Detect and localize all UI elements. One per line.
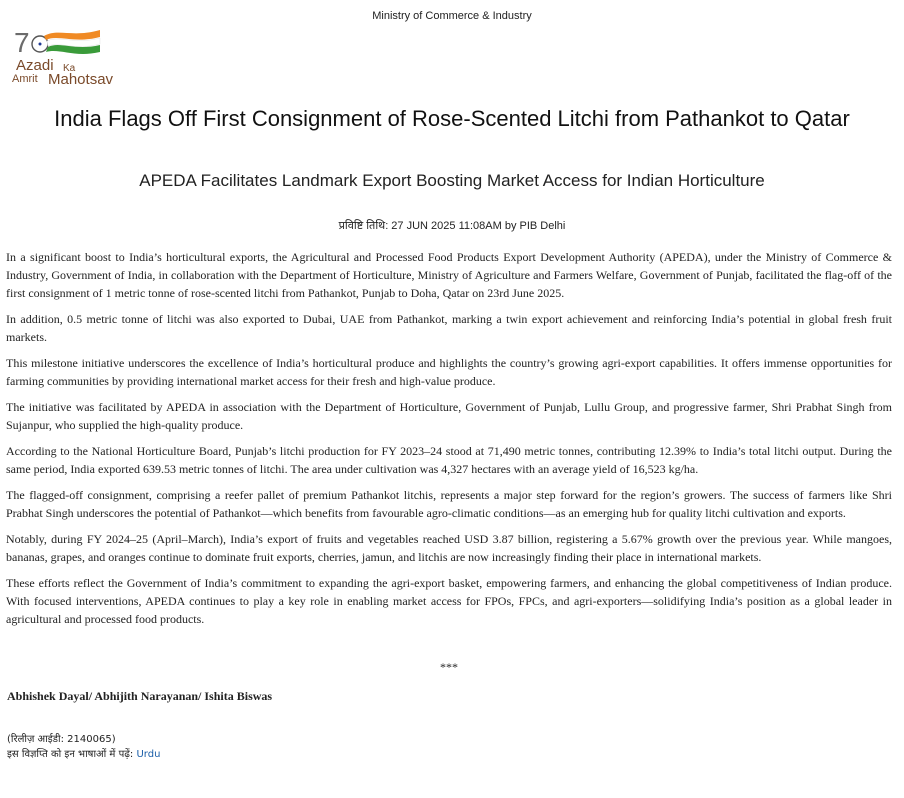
other-languages	[7, 746, 160, 760]
logo-text-ka: Ka	[63, 63, 76, 74]
logo-text-amrit: Amrit	[12, 73, 38, 85]
article-paragraph: The initiative was facilitated by APEDA in association with the Department of Horticulture, Government of Punjab, Lullu Group, and progressive farmer, Shri Prabhat Singh from Sujanpur, who supplied the high-quality produce.	[6, 400, 892, 432]
section-separator: ***	[440, 660, 458, 674]
article-paragraph: In a significant boost to India’s horticultural exports, the Agricultural and Processed Food Products Export Development Authority (APEDA), under the Ministry of Commerce & Industry, Government of India, in collaboration with the Department of Horticulture, Ministry of Agriculture and Farmers Welfare, Government of Punjab, facilitated the flag-off of the first consignment of 1 metric tonne of rose-scented litchi from Pathankot, Punjab to Doha, Qatar on 23rd June 2025.	[6, 250, 892, 300]
ministry-name: Ministry of Commerce & Industry	[372, 10, 532, 22]
svg-text:7: 7	[14, 27, 30, 58]
languages-label: इस विज्ञप्ति को इन भाषाओं में पढ़ें:	[7, 749, 134, 760]
logo-text-azadi: Azadi	[16, 57, 54, 74]
article-paragraph: According to the National Horticulture Board, Punjab’s litchi production for FY 2023–24 stood at 71,490 metric tonnes, contributing 12.39% to India’s total litchi output. During the same period, India exported 639.53 metric tonnes of litchi. The area under cultivation was 4,327 hectares with an average yield of 16,523 kg/ha.	[6, 444, 892, 476]
page-subtitle: APEDA Facilitates Landmark Export Boosting Market Access for Indian Horticulture	[139, 171, 765, 190]
article-paragraph: This milestone initiative underscores the excellence of India’s horticultural produce and highlights the country’s growing agri-export capabilities. It offers immense opportunities for farming communities by providing international market access for their fresh and high-value produce.	[6, 356, 892, 388]
logo-text-mahotsav: Mahotsav	[48, 71, 114, 88]
article-paragraph: These efforts reflect the Government of India’s commitment to expanding the agri-export basket, empowering farmers, and enhancing the global competitiveness of Indian produce. With focused interventions, APEDA continues to play a key role in enabling market access for FPOs, FPCs, and agri-exporters—solidifying India’s position as a global leader in agricultural and processed food products.	[6, 576, 892, 626]
release-id: (रिलीज़ आईडी: 2140065)	[7, 734, 116, 745]
language-link-urdu[interactable]: Urdu	[136, 749, 161, 760]
page-title: India Flags Off First Consignment of Rose-Scented Litchi from Pathankot to Qatar	[54, 106, 850, 131]
flag-75-logo-graphic	[10, 24, 110, 60]
article-paragraph: Notably, during FY 2024–25 (April–March), India’s export of fruits and vegetables reached USD 3.87 billion, registering a 5.67% growth over the previous year. While mangoes, bananas, grapes, and oranges continue to dominate fruit exports, cherries, jamun, and litchis are now increasingly finding their place in international markets.	[6, 532, 892, 564]
author-byline: Abhishek Dayal/ Abhijith Narayanan/ Ishita Biswas	[7, 689, 273, 703]
article-body	[6, 248, 892, 636]
article-paragraph: The flagged-off consignment, comprising a reefer pallet of premium Pathankot litchis, represents a major step forward for the region’s growers. The success of farmers like Shri Prabhat Singh underscores the potential of Pathankot—which benefits from favourable agro-climatic conditions—as an emerging hub for quality litchi cultivation and exports.	[6, 488, 892, 520]
posting-dateline: प्रविष्टि तिथि: 27 JUN 2025 11:08AM by PIB Delhi	[338, 220, 566, 232]
article-paragraph: In addition, 0.5 metric tonne of litchi was also exported to Dubai, UAE from Pathankot, marking a twin export achievement and reinforcing India’s potential in global fresh fruit markets.	[6, 312, 892, 344]
azadi-ka-amrit-mahotsav-logo	[10, 24, 130, 92]
